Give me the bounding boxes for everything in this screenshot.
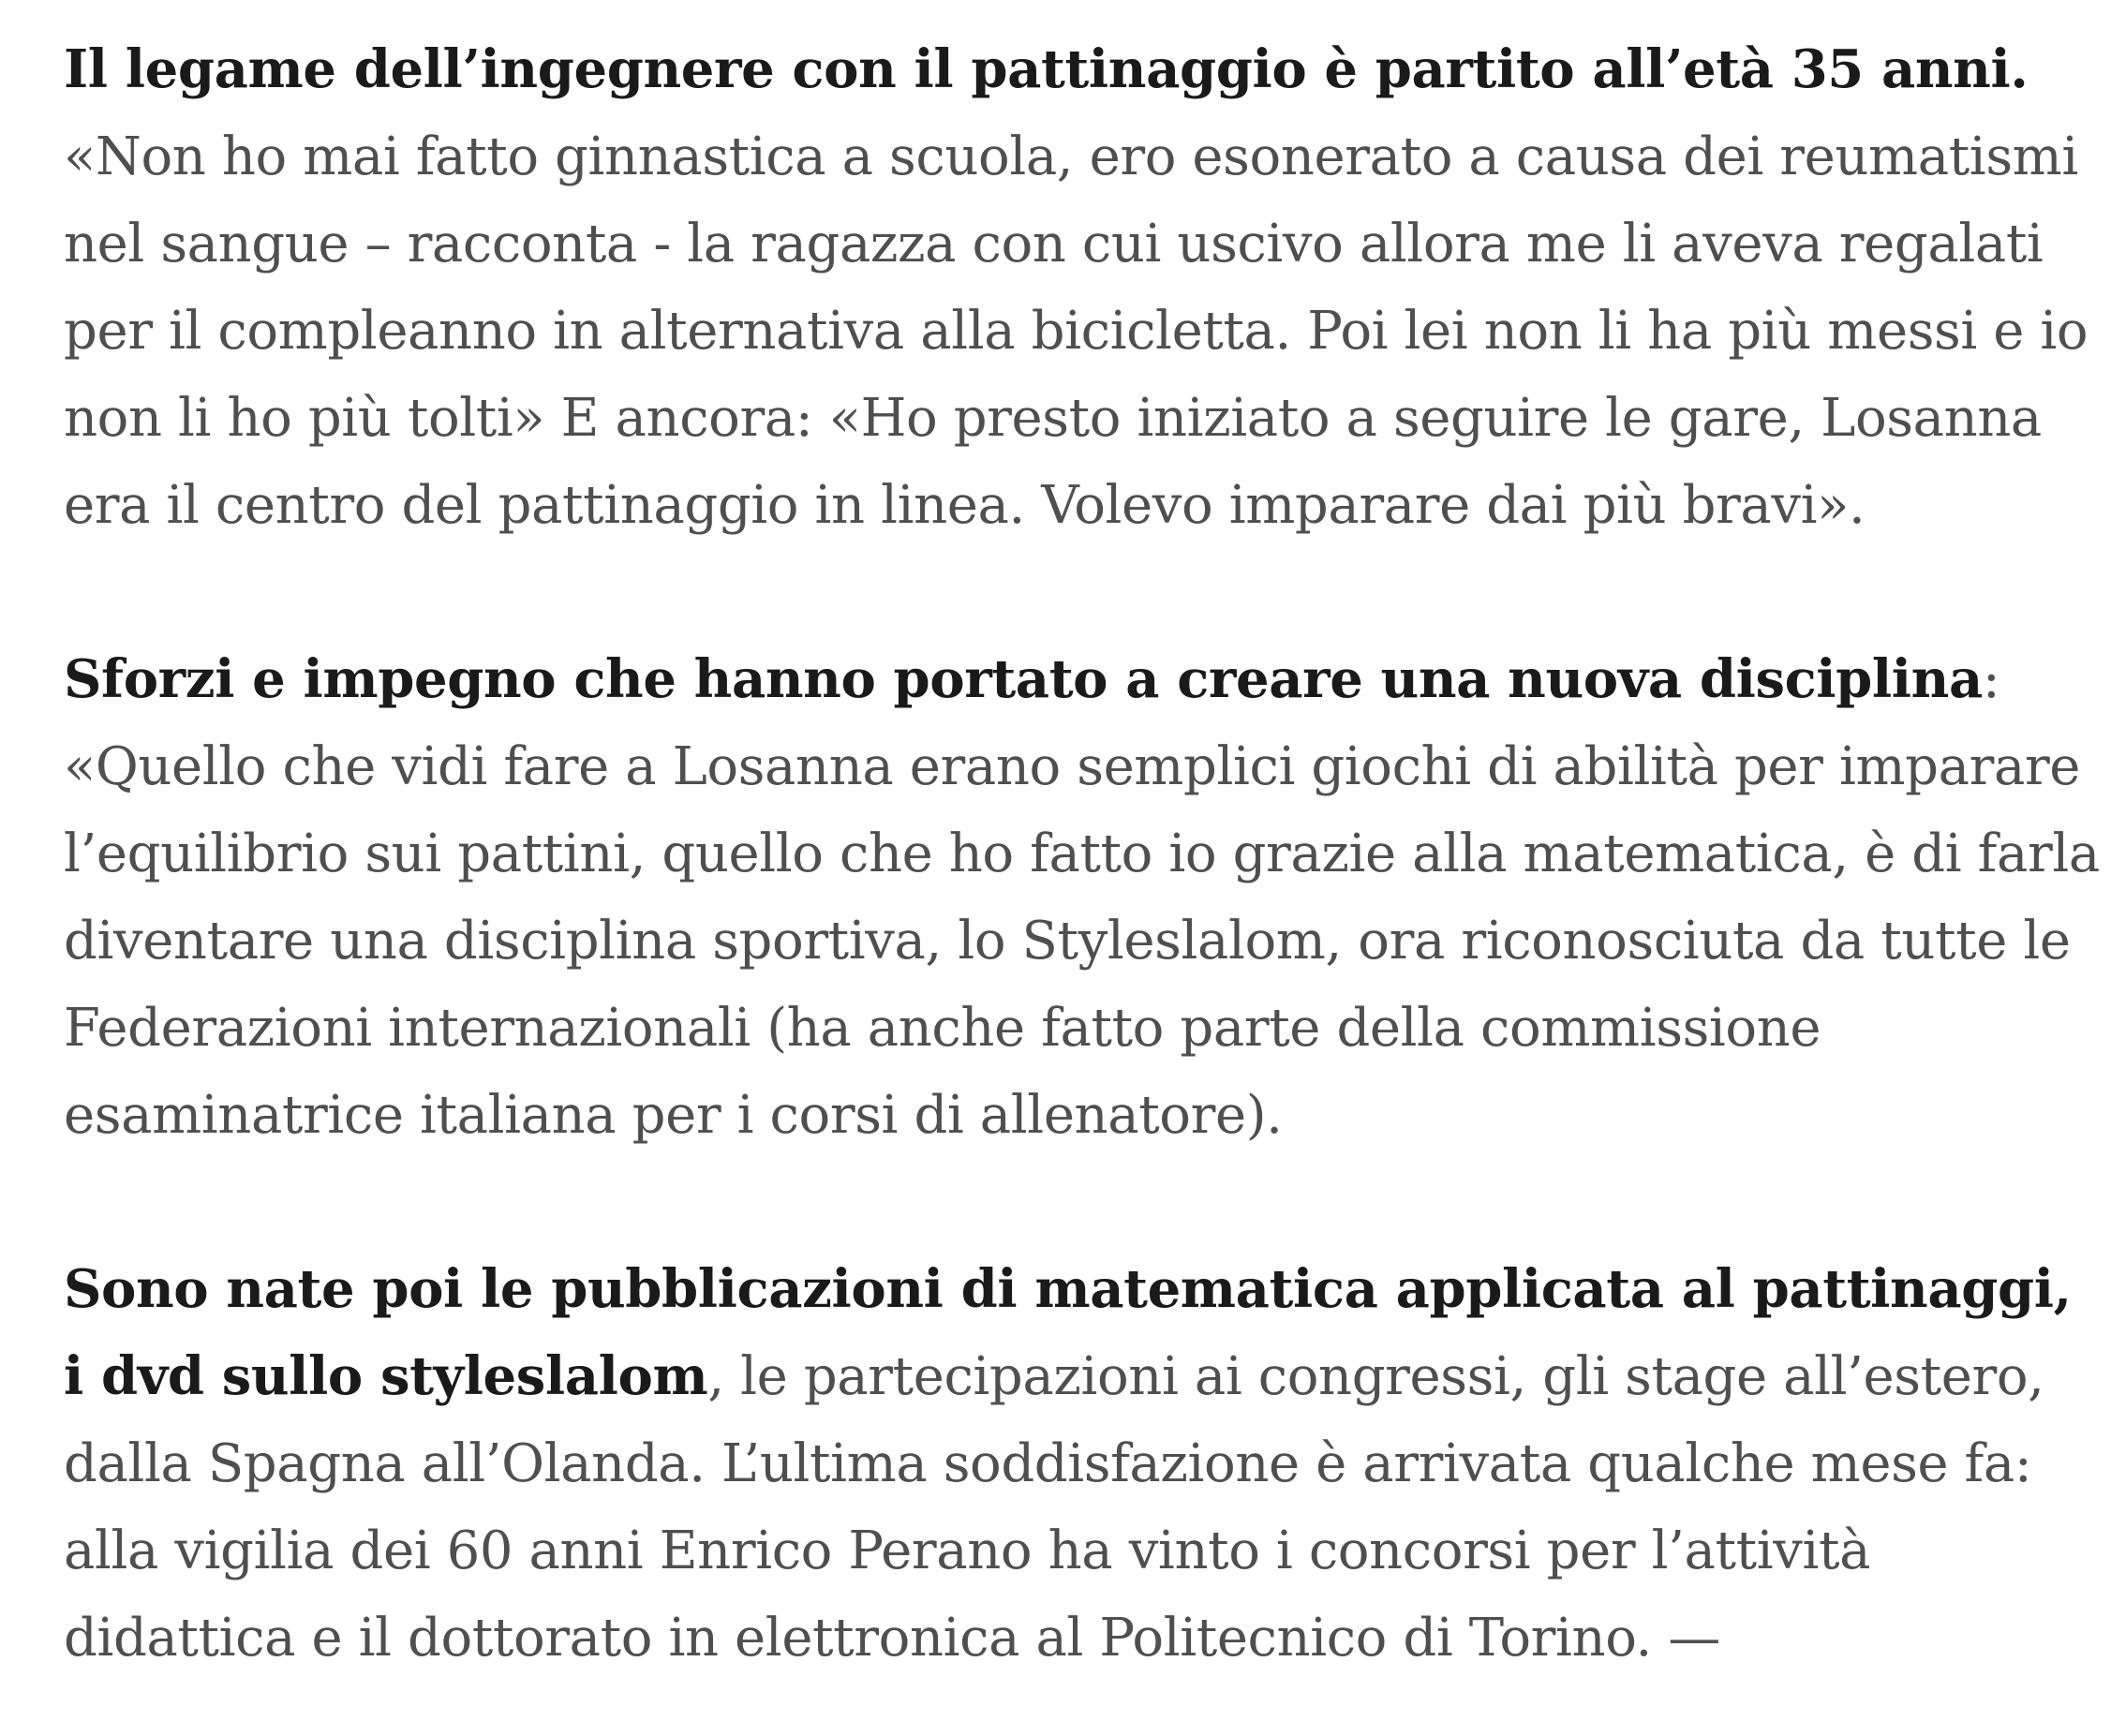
paragraph-text: : «Quello che vidi fare a Losanna erano semplici giochi di abilità per imparare l’equilibrio sui pattini, quello che ho fatto io grazie alla matematica, è di farla diventare una disciplina sportiva, lo Styleslalom, ora riconosciuta da tutte le Federazioni internazionali (ha anche fatto parte della commissione esaminatrice italiana per i corsi di allenatore). [64,649,2100,1146]
paragraph-lead: Sono nate poi le pubblicazioni di matematica applicata al pattinaggi, i dvd sullo styleslalom [64,1258,2072,1407]
paragraph-lead: Il legame dell’ingegnere con il pattinaggio è partito all’età 35 anni. [64,38,2029,100]
article-paragraph-2 [64,636,2106,1159]
paragraph-text: , le partecipazioni ai congressi, gli stage all’estero, dalla Spagna all’Olanda. L’ultima soddisfazione è arrivata qualche mese fa: alla vigilia dei 60 anni Enrico Perano ha vinto i concorsi per l’attività didattica e il dottorato in elettronica al Politecnico di Torino. — [64,1346,2044,1669]
paragraph-lead: Sforzi e impegno che hanno portato a creare una nuova disciplina [64,648,1983,710]
article-paragraph-3 [64,1246,2106,1682]
paragraph-text: «Non ho mai fatto ginnastica a scuola, ero esonerato a causa dei reumatismi nel sangue – racconta - la ragazza con cui uscivo allora me li aveva regalati per il compleanno in alternativa alla bicicletta. Poi lei non li ha più messi e io non li ho più tolti» E ancora: «Ho presto iniziato a seguire le gare, Losanna era il centro del pattinaggio in linea. Volevo imparare dai più bravi». [64,126,2089,536]
article-body [64,26,2106,1682]
article-paragraph-1 [64,26,2106,549]
